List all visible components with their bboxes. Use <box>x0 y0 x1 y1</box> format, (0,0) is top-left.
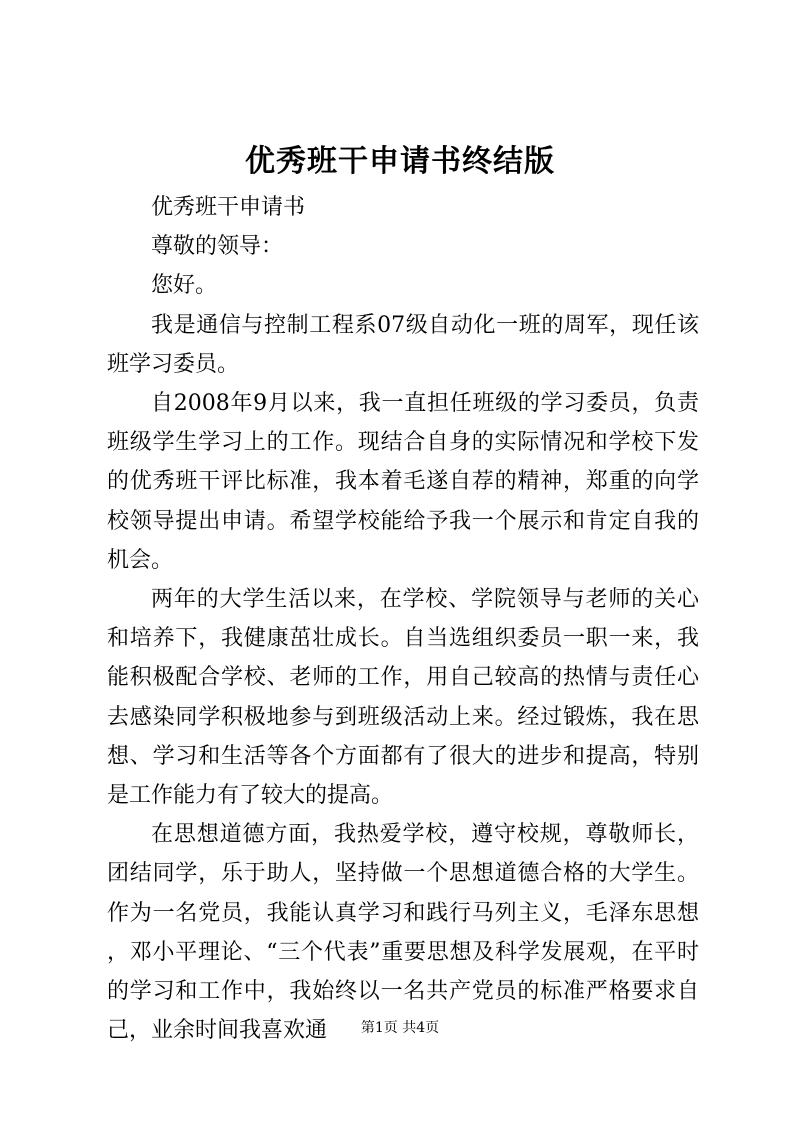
paragraph-salutation: 尊敬的领导： <box>151 234 284 260</box>
paragraph-application: 自2008年9月以来，我一直担任班级的学习委员，负责班级学生学习上的工作。现结合自身的实际情况和学校下发的优秀班干评比标准，我本着毛遂自荐的精神，郑重的向学校领导提出申请。希望学校能给予我一个展示和肯定自我的机会。 <box>107 391 699 573</box>
paragraph-growth: 两年的大学生活以来，在学校、学院领导与老师的关心和培养下，我健康茁壮成长。自当选组织委员一职一来，我能积极配合学校、老师的工作，用自己较高的热情与责任心去感染同学积极地参与到班级活动上来。经过锻炼，我在思想、学习和生活等各个方面都有了很大的进步和提高，特别是工作能力有了较大的提高。 <box>107 587 699 809</box>
paragraph-moral: 在思想道德方面，我热爱学校，遵守校规，尊敬师长，团结同学，乐于助人，坚持做一个思想道德合格的大学生。作为一名党员，我能认真学习和践行马列主义，毛泽东思想，邓小平理论、“三个代表”重要思想及科学发展观，在平时的学习和工作中，我始终以一名共产党员的标准严格要求自己，业余时间我喜欢通 <box>107 822 699 1044</box>
paragraph-heading: 优秀班干申请书 <box>151 195 306 220</box>
document-body <box>107 188 699 1050</box>
paragraph-greeting: 您好。 <box>151 273 218 299</box>
paragraph-introduction: 我是通信与控制工程系07级自动化一班的周军，现任该班学习委员。 <box>107 312 699 377</box>
page-footer: 第1页 共4页 <box>360 1020 440 1036</box>
document-title: 优秀班干申请书终结版 <box>245 144 555 179</box>
